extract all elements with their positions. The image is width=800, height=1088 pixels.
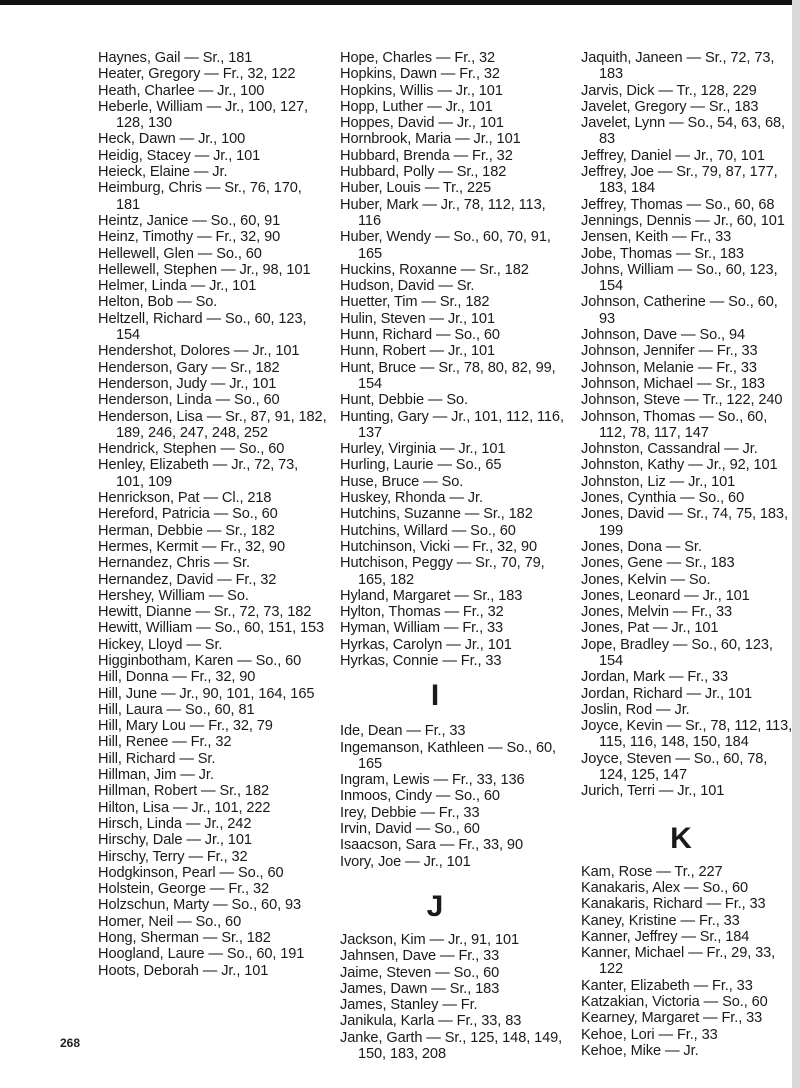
index-entry: Henley, Elizabeth — Jr., 72, 73, 101, 109 — [98, 457, 299, 490]
index-entry: Kanakaris, Richard — Fr., 33 — [581, 896, 766, 913]
index-entry: Hunt, Debbie — So. — [340, 392, 468, 409]
index-entry: Inmoos, Cindy — So., 60 — [340, 788, 500, 805]
index-entry: Joyce, Steven — So., 60, 78, 124, 125, 147 — [581, 750, 768, 784]
index-entry: Hermes, Kermit — Fr., 32, 90 — [98, 538, 285, 555]
index-entry: Hyland, Margaret — Sr., 183 — [340, 587, 523, 604]
index-entry: Johnson, Catherine — So., 60, 93 — [581, 294, 778, 327]
index-entry: Hudson, David — Sr. — [340, 278, 475, 295]
index-entry: Heimburg, Chris — Sr., 76, 170, 181 — [98, 180, 302, 213]
index-entry: Hill, Richard — Sr. — [98, 750, 216, 767]
index-entry: Jones, Melvin — Fr., 33 — [581, 604, 732, 621]
page-top-edge — [0, 0, 800, 5]
index-entry: Holstein, George — Fr., 32 — [98, 881, 269, 898]
index-entry: Jeffrey, Thomas — So., 60, 68 — [581, 196, 775, 213]
index-entry: James, Stanley — Fr. — [340, 997, 478, 1014]
index-entry: Hillman, Robert — Sr., 182 — [98, 783, 269, 800]
index-entry: Hernandez, Chris — Sr. — [98, 555, 250, 572]
index-entry: Hillman, Jim — Jr. — [98, 767, 214, 784]
index-entry: Jope, Bradley — So., 60, 123, 154 — [581, 636, 773, 669]
index-entry: Johnston, Liz — Jr., 101 — [581, 473, 736, 490]
index-entry: Jordan, Mark — Fr., 33 — [581, 669, 729, 686]
index-entry: Johnson, Dave — So., 94 — [581, 327, 746, 344]
index-entry: Huckins, Roxanne — Sr., 182 — [340, 261, 529, 278]
index-entry: Kearney, Margaret — Fr., 33 — [581, 1010, 763, 1027]
index-entry: Hunt, Bruce — Sr., 78, 80, 82, 99, 154 — [340, 359, 556, 392]
index-entry: Henrickson, Pat — Cl., 218 — [98, 490, 272, 507]
index-entry: Jones, Cynthia — So., 60 — [581, 490, 745, 507]
index-entry: Jurich, Terri — Jr., 101 — [581, 783, 725, 800]
index-entry: Johnston, Kathy — Jr., 92, 101 — [581, 457, 778, 474]
index-entry: Irvin, David — So., 60 — [340, 821, 480, 838]
index-entry: Hopkins, Dawn — Fr., 32 — [340, 66, 500, 83]
index-entry: Herman, Debbie — Sr., 182 — [98, 522, 275, 539]
index-entry: Ingemanson, Kathleen — So., 60, 165 — [340, 739, 556, 772]
index-entry: Hunn, Robert — Jr., 101 — [340, 343, 496, 360]
index-entry: Hurling, Laurie — So., 65 — [340, 457, 502, 474]
index-entry: Hutchins, Suzanne — Sr., 182 — [340, 506, 533, 523]
index-entry: Henderson, Linda — So., 60 — [98, 392, 280, 409]
index-entry: Kam, Rose — Tr., 227 — [581, 863, 723, 880]
index-column-1 — [98, 50, 328, 979]
index-entry: Joyce, Kevin — Sr., 78, 112, 113, 115, 116, 148, 150, 184 — [581, 718, 793, 751]
section-letter-k: K — [670, 821, 692, 855]
index-entry: Ivory, Joe — Jr., 101 — [340, 853, 471, 870]
index-entry: Hirschy, Dale — Jr., 101 — [98, 832, 252, 849]
entry-list-j — [340, 932, 570, 1062]
index-column-2 — [340, 50, 570, 1062]
index-entry: Hoogland, Laure — So., 60, 191 — [98, 946, 305, 963]
index-entry: Hellewell, Glen — So., 60 — [98, 245, 262, 262]
index-entry: Hopp, Luther — Jr., 101 — [340, 98, 493, 115]
index-entry: Hubbard, Polly — Sr., 182 — [340, 164, 507, 181]
index-entry: Jensen, Keith — Fr., 33 — [581, 229, 732, 246]
index-entry: Johnson, Melanie — Fr., 33 — [581, 359, 757, 376]
index-entry: Jeffrey, Joe — Sr., 79, 87, 177, 183, 184 — [581, 164, 778, 197]
index-entry: Janke, Garth — Sr., 125, 148, 149, 150, 183, 208 — [340, 1029, 563, 1063]
index-entry: Ingram, Lewis — Fr., 33, 136 — [340, 772, 525, 789]
index-entry: Hill, Donna — Fr., 32, 90 — [98, 669, 256, 686]
index-entry: Kanter, Elizabeth — Fr., 33 — [581, 977, 753, 994]
index-entry: Hyrkas, Connie — Fr., 33 — [340, 652, 502, 669]
index-entry: Johnston, Cassandral — Jr. — [581, 441, 758, 458]
index-entry: Joslin, Rod — Jr. — [581, 701, 690, 718]
index-entry: Helmer, Linda — Jr., 101 — [98, 278, 257, 295]
index-entry: Hickey, Lloyd — Sr. — [98, 636, 223, 653]
index-entry: Hereford, Patricia — So., 60 — [98, 506, 278, 523]
index-entry: Jones, Pat — Jr., 101 — [581, 620, 719, 637]
index-entry: Jaquith, Janeen — Sr., 72, 73, 183 — [581, 50, 775, 83]
index-entry: Heck, Dawn — Jr., 100 — [98, 131, 246, 148]
entry-list-k — [581, 864, 793, 1060]
index-entry: Heberle, William — Jr., 100, 127, 128, 130 — [98, 98, 309, 132]
index-entry: Heidig, Stacey — Jr., 101 — [98, 147, 261, 164]
index-entry: Hirschy, Terry — Fr., 32 — [98, 848, 248, 865]
index-entry: Jarvis, Dick — Tr., 128, 229 — [581, 82, 757, 99]
index-entry: Hershey, William — So. — [98, 587, 249, 604]
index-entry: Hill, Renee — Fr., 32 — [98, 734, 232, 751]
index-entry: Heltzell, Richard — So., 60, 123, 154 — [98, 310, 307, 344]
index-entry: Hoots, Deborah — Jr., 101 — [98, 962, 269, 979]
index-entry: Jennings, Dennis — Jr., 60, 101 — [581, 212, 785, 229]
index-entry: Jones, Dona — Sr. — [581, 538, 702, 555]
index-entry: Hutchison, Peggy — Sr., 70, 79, 165, 182 — [340, 555, 545, 588]
index-entry: Hewitt, Dianne — Sr., 72, 73, 182 — [98, 604, 312, 621]
index-entry: Johns, William — So., 60, 123, 154 — [581, 261, 778, 295]
index-entry: Higginbotham, Karen — So., 60 — [98, 652, 302, 669]
index-entry: Hopkins, Willis — Jr., 101 — [340, 82, 503, 99]
entry-list-i — [340, 723, 570, 870]
index-entry: Hylton, Thomas — Fr., 32 — [340, 604, 504, 621]
index-entry: Ide, Dean — Fr., 33 — [340, 723, 466, 740]
entry-list-j-cont — [581, 50, 793, 800]
index-entry: Isaacson, Sara — Fr., 33, 90 — [340, 837, 523, 854]
section-letter-j: J — [426, 889, 444, 923]
index-entry: Kanner, Michael — Fr., 29, 33, 122 — [581, 945, 776, 978]
entry-list-h — [98, 50, 328, 979]
index-entry: Janikula, Karla — Fr., 33, 83 — [340, 1013, 522, 1030]
section-letter-i: I — [430, 679, 440, 713]
page-number: 268 — [60, 1036, 81, 1050]
index-entry: Irey, Debbie — Fr., 33 — [340, 804, 480, 821]
index-entry: Jaime, Steven — So., 60 — [340, 964, 500, 981]
index-entry: Hellewell, Stephen — Jr., 98, 101 — [98, 261, 311, 278]
index-entry: Jones, Kelvin — So. — [581, 571, 711, 588]
index-entry: Hutchinson, Vicki — Fr., 32, 90 — [340, 538, 537, 555]
index-entry: Johnson, Steve — Tr., 122, 240 — [581, 392, 783, 409]
index-entry: Katzakian, Victoria — So., 60 — [581, 994, 768, 1011]
index-entry: Hunn, Richard — So., 60 — [340, 327, 500, 344]
index-entry: Hyrkas, Carolyn — Jr., 101 — [340, 636, 512, 653]
index-entry: Kehoe, Lori — Fr., 33 — [581, 1026, 718, 1043]
index-entry: Hill, Laura — So., 60, 81 — [98, 701, 255, 718]
index-entry: Hilton, Lisa — Jr., 101, 222 — [98, 799, 271, 816]
index-entry: Homer, Neil — So., 60 — [98, 913, 242, 930]
index-entry: James, Dawn — Sr., 183 — [340, 980, 500, 997]
index-entry: Hope, Charles — Fr., 32 — [340, 50, 496, 66]
index-entry: Holzschun, Marty — So., 60, 93 — [98, 897, 302, 914]
index-entry: Hunting, Gary — Jr., 101, 112, 116, 137 — [340, 408, 564, 441]
index-entry: Huber, Wendy — So., 60, 70, 91, 165 — [340, 229, 551, 262]
index-entry: Jones, David — Sr., 74, 75, 183, 199 — [581, 506, 788, 539]
index-entry: Hubbard, Brenda — Fr., 32 — [340, 147, 513, 164]
index-entry: Hutchins, Willard — So., 60 — [340, 522, 516, 539]
index-entry: Jahnsen, Dave — Fr., 33 — [340, 948, 500, 965]
index-entry: Kanner, Jeffrey — Sr., 184 — [581, 928, 750, 945]
page-right-edge — [792, 0, 800, 1088]
index-entry: Hernandez, David — Fr., 32 — [98, 571, 277, 588]
index-entry: Heieck, Elaine — Jr. — [98, 164, 228, 181]
index-entry: Jones, Leonard — Jr., 101 — [581, 587, 750, 604]
index-entry: Johnson, Thomas — So., 60, 112, 78, 117, 147 — [581, 408, 768, 441]
index-entry: Javelet, Lynn — So., 54, 63, 68, 83 — [581, 115, 785, 148]
index-entry: Hyman, William — Fr., 33 — [340, 620, 504, 637]
index-entry: Hirsch, Linda — Jr., 242 — [98, 815, 252, 832]
index-entry: Heath, Charlee — Jr., 100 — [98, 82, 265, 99]
index-entry: Heintz, Janice — So., 60, 91 — [98, 212, 281, 229]
index-entry: Hewitt, William — So., 60, 151, 153 — [98, 620, 325, 637]
index-entry: Hendershot, Dolores — Jr., 101 — [98, 343, 300, 360]
index-entry: Javelet, Gregory — Sr., 183 — [581, 98, 759, 115]
index-entry: Huber, Mark — Jr., 78, 112, 113, 116 — [340, 196, 546, 229]
index-entry: Hornbrook, Maria — Jr., 101 — [340, 131, 521, 148]
entry-list-h-cont — [340, 50, 570, 669]
index-entry: Johnson, Michael — Sr., 183 — [581, 375, 765, 392]
index-entry: Jobe, Thomas — Sr., 183 — [581, 245, 744, 262]
index-entry: Helton, Bob — So. — [98, 294, 218, 311]
index-entry: Hill, Mary Lou — Fr., 32, 79 — [98, 718, 273, 735]
index-entry: Henderson, Gary — Sr., 182 — [98, 359, 280, 376]
index-entry: Jones, Gene — Sr., 183 — [581, 555, 735, 572]
index-entry: Jordan, Richard — Jr., 101 — [581, 685, 752, 702]
index-entry: Hurley, Virginia — Jr., 101 — [340, 441, 506, 458]
index-entry: Jackson, Kim — Jr., 91, 101 — [340, 931, 519, 948]
index-entry: Hodgkinson, Pearl — So., 60 — [98, 864, 284, 881]
index-entry: Kanakaris, Alex — So., 60 — [581, 879, 749, 896]
index-entry: Haynes, Gail — Sr., 181 — [98, 50, 253, 66]
index-entry: Huse, Bruce — So. — [340, 473, 464, 490]
index-entry: Johnson, Jennifer — Fr., 33 — [581, 343, 758, 360]
index-entry: Hill, June — Jr., 90, 101, 164, 165 — [98, 685, 315, 702]
index-entry: Huber, Louis — Tr., 225 — [340, 180, 492, 197]
index-entry: Kehoe, Mike — Jr. — [581, 1042, 699, 1059]
index-entry: Heater, Gregory — Fr., 32, 122 — [98, 66, 296, 83]
index-entry: Kaney, Kristine — Fr., 33 — [581, 912, 740, 929]
index-entry: Jeffrey, Daniel — Jr., 70, 101 — [581, 147, 765, 164]
index-column-3 — [581, 50, 793, 1059]
index-entry: Hulin, Steven — Jr., 101 — [340, 310, 495, 327]
index-entry: Henderson, Judy — Jr., 101 — [98, 375, 277, 392]
index-entry: Huetter, Tim — Sr., 182 — [340, 294, 490, 311]
index-entry: Huskey, Rhonda — Jr. — [340, 490, 483, 507]
index-entry: Hoppes, David — Jr., 101 — [340, 115, 504, 132]
index-entry: Hong, Sherman — Sr., 182 — [98, 930, 271, 947]
index-entry: Hendrick, Stephen — So., 60 — [98, 441, 285, 458]
index-entry: Heinz, Timothy — Fr., 32, 90 — [98, 229, 281, 246]
index-entry: Henderson, Lisa — Sr., 87, 91, 182, 189, 246, 247, 248, 252 — [98, 408, 327, 441]
